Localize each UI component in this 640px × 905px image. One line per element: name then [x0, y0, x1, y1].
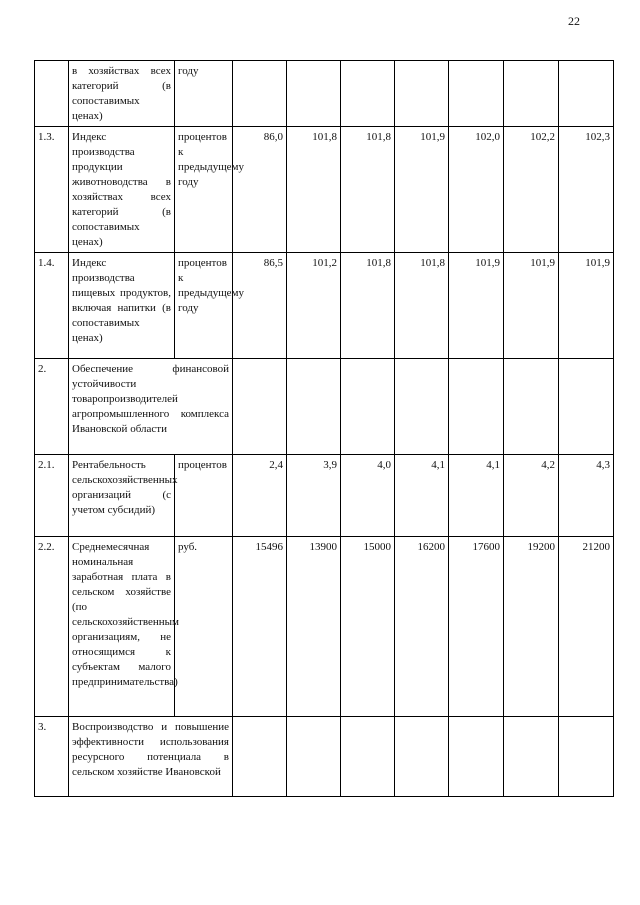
indicator-name-cell: Индекс производства продукции животноводства в хозяйствах всех категорий (в сопоставимых ценах) [69, 127, 175, 253]
unit-cell: процентов к предыдущему году [175, 127, 233, 253]
value-cell: 3,9 [287, 455, 341, 537]
value-cell: 4,3 [559, 455, 614, 537]
indicator-name-cell: Воспроизводство и повышение эффективности использования ресурсного потенциала в сельском хозяйстве Ивановской [69, 717, 233, 797]
value-cell [341, 359, 395, 455]
table-row [35, 253, 614, 359]
value-cell [449, 717, 504, 797]
value-cell [287, 717, 341, 797]
value-cell [395, 61, 449, 127]
row-number-cell: 1.4. [35, 253, 69, 359]
value-cell [233, 359, 287, 455]
row-number-cell: 2.2. [35, 537, 69, 717]
value-cell: 15496 [233, 537, 287, 717]
unit-cell: процентов к предыдущему году [175, 253, 233, 359]
row-number-cell: 2.1. [35, 455, 69, 537]
value-cell [559, 717, 614, 797]
value-cell: 101,2 [287, 253, 341, 359]
value-cell: 101,9 [559, 253, 614, 359]
value-cell: 102,3 [559, 127, 614, 253]
value-cell [287, 359, 341, 455]
value-cell: 4,2 [504, 455, 559, 537]
value-cell: 4,1 [449, 455, 504, 537]
value-cell [504, 359, 559, 455]
indicator-name-cell: Индекс производства пищевых продуктов, включая напитки (в сопоставимых ценах) [69, 253, 175, 359]
value-cell [395, 359, 449, 455]
value-cell: 101,8 [395, 253, 449, 359]
value-cell [449, 359, 504, 455]
table-row [35, 61, 614, 127]
indicator-name-cell: Обеспечение финансовой устойчивости товаропроизводителей агропромышленного комплекса Ивановской области [69, 359, 233, 455]
value-cell [449, 61, 504, 127]
row-number-cell: 3. [35, 717, 69, 797]
indicator-name-cell: Среднемесячная номинальная заработная плата в сельском хозяйстве (по сельскохозяйственным организациям, не относящимся к субъектам малого предпринимательства) [69, 537, 175, 717]
value-cell [559, 359, 614, 455]
value-cell [341, 717, 395, 797]
indicator-name-cell: Рентабельность сельскохозяйственных организаций (с учетом субсидий) [69, 455, 175, 537]
value-cell [504, 61, 559, 127]
value-cell: 86,5 [233, 253, 287, 359]
value-cell [559, 61, 614, 127]
value-cell: 101,8 [341, 127, 395, 253]
table-row [35, 127, 614, 253]
unit-cell: руб. [175, 537, 233, 717]
value-cell: 16200 [395, 537, 449, 717]
value-cell [341, 61, 395, 127]
value-cell: 102,0 [449, 127, 504, 253]
table-row [35, 455, 614, 537]
value-cell: 102,2 [504, 127, 559, 253]
value-cell: 17600 [449, 537, 504, 717]
value-cell: 101,8 [341, 253, 395, 359]
value-cell: 13900 [287, 537, 341, 717]
value-cell [395, 717, 449, 797]
indicators-table [34, 60, 614, 797]
indicator-name-cell: в хозяйствах всех категорий (в сопоставимых ценах) [69, 61, 175, 127]
value-cell: 19200 [504, 537, 559, 717]
value-cell: 101,8 [287, 127, 341, 253]
value-cell: 4,0 [341, 455, 395, 537]
value-cell [287, 61, 341, 127]
row-number-cell: 2. [35, 359, 69, 455]
row-number-cell: 1.3. [35, 127, 69, 253]
row-number-cell [35, 61, 69, 127]
value-cell: 101,9 [449, 253, 504, 359]
value-cell: 4,1 [395, 455, 449, 537]
page-number: 22 [568, 14, 580, 28]
unit-cell: процентов [175, 455, 233, 537]
value-cell [233, 717, 287, 797]
unit-cell: году [175, 61, 233, 127]
value-cell: 101,9 [395, 127, 449, 253]
value-cell: 21200 [559, 537, 614, 717]
value-cell: 15000 [341, 537, 395, 717]
table-row [35, 537, 614, 717]
table-row [35, 717, 614, 797]
value-cell [504, 717, 559, 797]
table-row [35, 359, 614, 455]
value-cell: 101,9 [504, 253, 559, 359]
value-cell [233, 61, 287, 127]
value-cell: 86,0 [233, 127, 287, 253]
value-cell: 2,4 [233, 455, 287, 537]
